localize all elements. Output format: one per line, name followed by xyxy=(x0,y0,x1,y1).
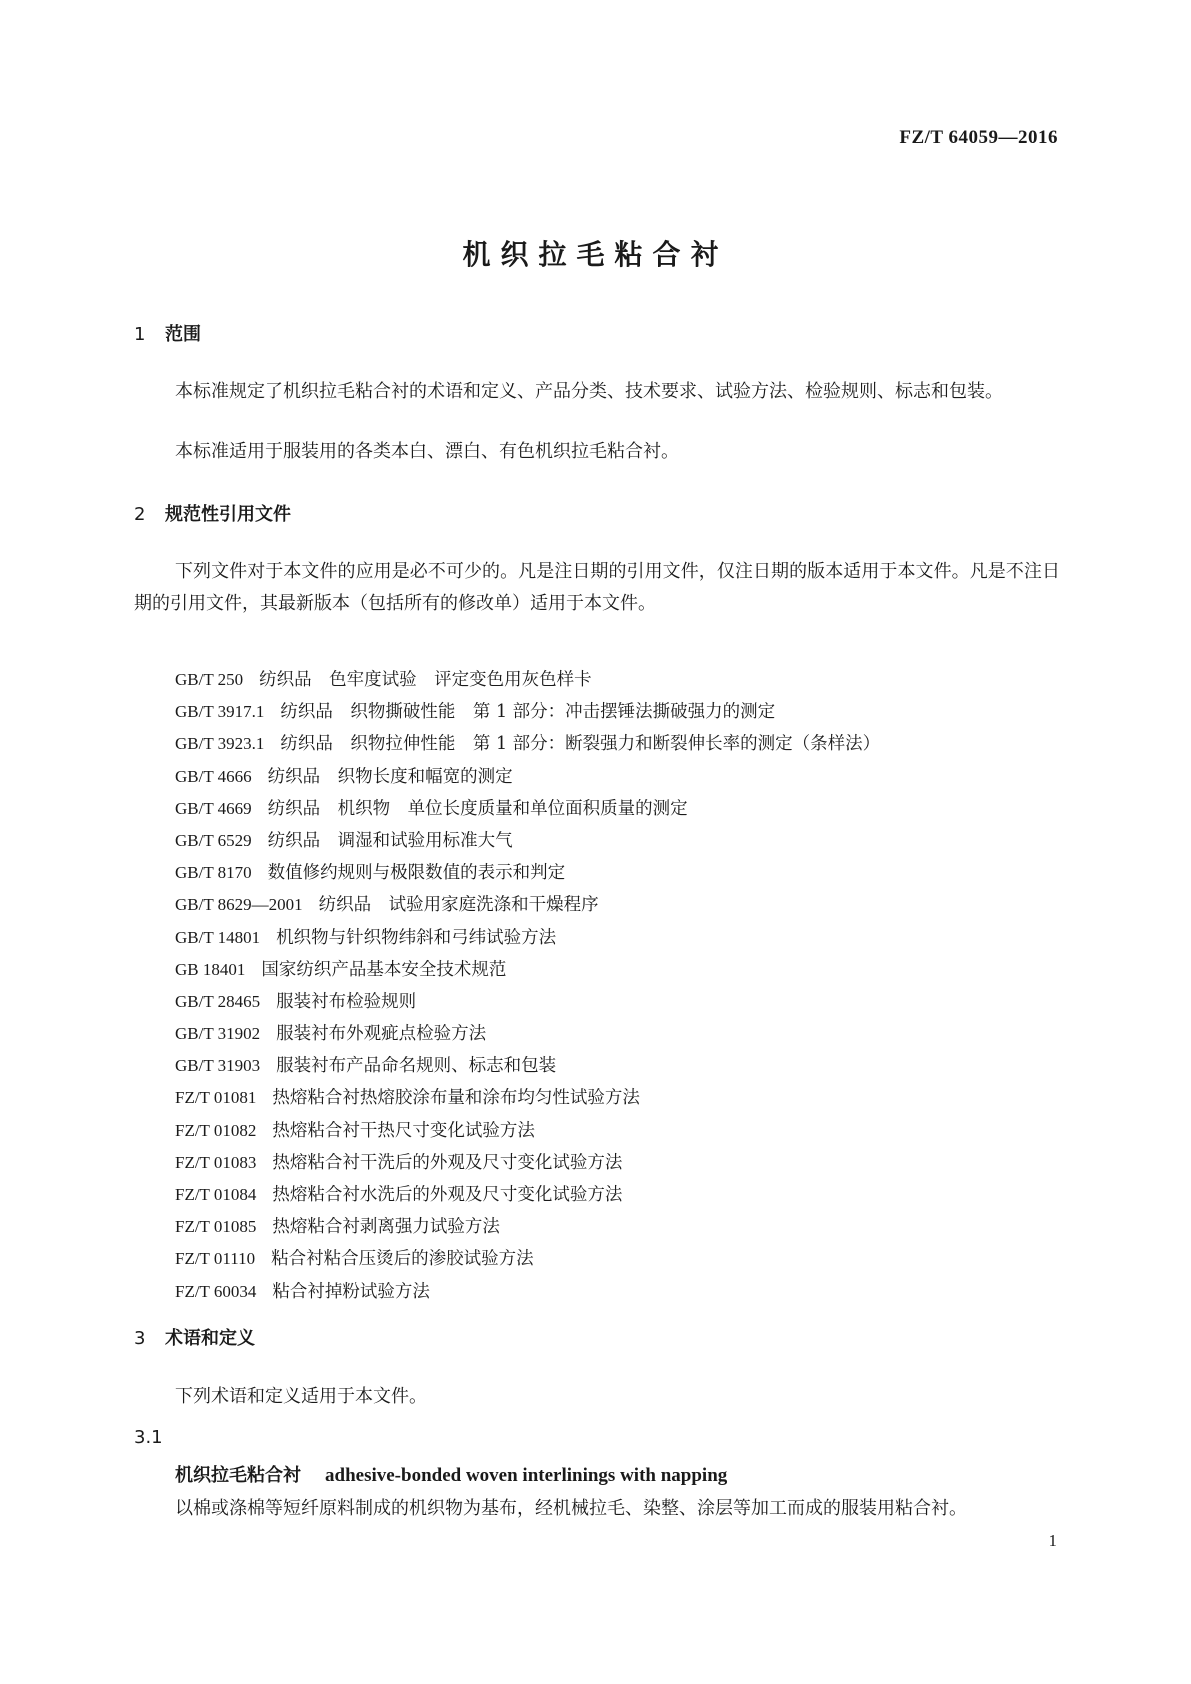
reference-code: FZ/T 01110 xyxy=(175,1249,256,1269)
section-heading-scope xyxy=(134,320,201,346)
reference-title: 粘合衬掉粉试验方法 xyxy=(272,1281,430,1302)
reference-item xyxy=(175,1082,1055,1114)
reference-code: GB/T 28465 xyxy=(175,991,261,1011)
reference-code: GB/T 4666 xyxy=(175,766,252,786)
section-number: 1 xyxy=(134,324,146,345)
reference-item xyxy=(175,1243,1055,1275)
reference-title: 纺织品 色牢度试验 评定变色用灰色样卡 xyxy=(259,670,592,690)
reference-item xyxy=(175,696,1055,728)
reference-item xyxy=(175,728,1055,760)
reference-code: GB/T 8170 xyxy=(175,863,252,883)
reference-title: 纺织品 试验用家庭洗涤和干燥程序 xyxy=(318,895,599,916)
reference-code: FZ/T 01082 xyxy=(175,1120,257,1140)
reference-code: GB/T 14801 xyxy=(175,927,261,947)
standard-code: FZ/T 64059—2016 xyxy=(899,127,1058,148)
reference-title: 热熔粘合衬剥离强力试验方法 xyxy=(272,1217,500,1238)
section-number: 2 xyxy=(134,504,146,525)
terms-intro-paragraph: 下列术语和定义适用于本文件。 xyxy=(175,1386,427,1407)
reference-title: 热熔粘合衬干热尺寸变化试验方法 xyxy=(272,1120,535,1141)
reference-item xyxy=(175,954,1055,986)
reference-code: GB/T 3923.1 xyxy=(175,734,265,754)
reference-code: GB/T 4669 xyxy=(175,798,252,818)
reference-item xyxy=(175,761,1055,793)
reference-code: GB/T 8629—2001 xyxy=(175,895,303,915)
reference-title: 粘合衬粘合压烫后的渗胶试验方法 xyxy=(271,1249,534,1270)
reference-item xyxy=(175,1211,1055,1243)
section-heading-terms-definitions xyxy=(134,1324,255,1350)
term-definition: 以棉或涤棉等短纤原料制成的机织物为基布，经机械拉毛、染整、涂层等加工而成的服装用粘合衬。 xyxy=(175,1498,967,1519)
reference-title: 热熔粘合衬干洗后的外观及尺寸变化试验方法 xyxy=(272,1152,623,1173)
reference-title: 纺织品 机织物 单位长度质量和单位面积质量的测定 xyxy=(267,798,688,819)
scope-paragraph-1: 本标准规定了机织拉毛粘合衬的术语和定义、产品分类、技术要求、试验方法、检验规则、标志和包装。 xyxy=(175,381,1003,402)
reference-title: 纺织品 织物拉伸性能 第 1 部分：断裂强力和断裂伸长率的测定（条样法） xyxy=(280,734,881,755)
reference-item xyxy=(175,889,1055,921)
reference-title: 纺织品 调湿和试验用标准大气 xyxy=(267,830,513,851)
reference-code: GB 18401 xyxy=(175,959,246,979)
reference-item xyxy=(175,1147,1055,1179)
reference-title: 数值修约规则与极限数值的表示和判定 xyxy=(267,863,566,884)
term-entry xyxy=(175,1461,727,1487)
reference-title: 纺织品 织物长度和幅宽的测定 xyxy=(267,766,513,787)
reference-code: GB/T 6529 xyxy=(175,830,252,850)
reference-title: 机织物与针织物纬斜和弓纬试验方法 xyxy=(276,927,557,948)
reference-code: GB/T 31903 xyxy=(175,1056,261,1076)
page-number: 1 xyxy=(1048,1531,1057,1550)
term-chinese: 机织拉毛粘合衬 xyxy=(175,1465,301,1486)
reference-code: FZ/T 01085 xyxy=(175,1217,257,1237)
reference-item xyxy=(175,1050,1055,1082)
section-title: 范围 xyxy=(165,324,201,345)
reference-title: 服装衬布产品命名规则、标志和包装 xyxy=(276,1056,557,1077)
reference-code: GB/T 250 xyxy=(175,670,244,689)
reference-code: GB/T 3917.1 xyxy=(175,702,265,722)
reference-code: FZ/T 01081 xyxy=(175,1088,257,1108)
section-title: 规范性引用文件 xyxy=(165,504,291,525)
reference-item xyxy=(175,1115,1055,1147)
references-intro-paragraph: 下列文件对于本文件的应用是必不可少的。凡是注日期的引用文件，仅注日期的版本适用于本文件。凡是不注日期的引用文件，其最新版本（包括所有的修改单）适用于本文件。 xyxy=(134,561,1060,614)
reference-item xyxy=(175,1179,1055,1211)
reference-item xyxy=(175,664,1055,696)
reference-item xyxy=(175,793,1055,825)
section-number: 3 xyxy=(134,1328,146,1349)
reference-item xyxy=(175,1018,1055,1050)
reference-title: 服装衬布外观疵点检验方法 xyxy=(276,1024,487,1045)
document-title: 机织拉毛粘合衬 xyxy=(462,238,729,271)
reference-title: 国家纺织产品基本安全技术规范 xyxy=(261,959,507,980)
term-english: adhesive-bonded woven interlinings with napping xyxy=(325,1465,728,1486)
reference-title: 热熔粘合衬热熔胶涂布量和涂布均匀性试验方法 xyxy=(272,1088,640,1109)
reference-item xyxy=(175,825,1055,857)
reference-list xyxy=(175,664,1055,1308)
reference-item xyxy=(175,1276,1055,1308)
section-heading-normative-references xyxy=(134,500,291,526)
reference-title: 服装衬布检验规则 xyxy=(276,991,417,1012)
reference-item xyxy=(175,986,1055,1018)
scope-paragraph-2: 本标准适用于服装用的各类本白、漂白、有色机织拉毛粘合衬。 xyxy=(175,441,679,462)
reference-item xyxy=(175,922,1055,954)
reference-code: GB/T 31902 xyxy=(175,1024,261,1044)
reference-title: 纺织品 织物撕破性能 第 1 部分：冲击摆锤法撕破强力的测定 xyxy=(280,702,776,723)
reference-code: FZ/T 01084 xyxy=(175,1185,257,1204)
clause-number: 3.1 xyxy=(134,1427,163,1448)
reference-item xyxy=(175,857,1055,889)
reference-code: FZ/T 01083 xyxy=(175,1152,257,1172)
section-title: 术语和定义 xyxy=(165,1328,255,1349)
reference-code: FZ/T 60034 xyxy=(175,1281,257,1301)
reference-title: 热熔粘合衬水洗后的外观及尺寸变化试验方法 xyxy=(272,1185,623,1205)
